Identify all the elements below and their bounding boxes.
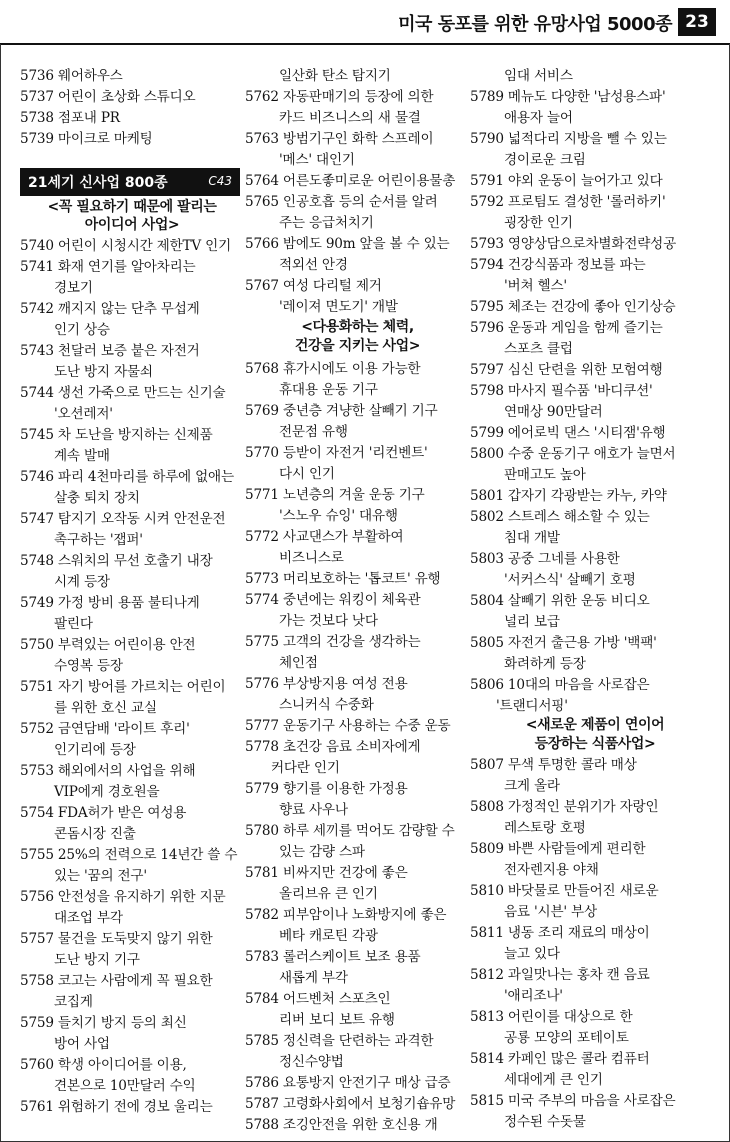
entry-continuation: 향료 사우나 [279,802,348,818]
entry-line: 5739 마이크로 마케팅 [20,131,153,147]
entry-line: 5745 차 도난을 방지하는 신제품 [20,427,213,443]
entry-line: 5775 고객의 건강을 생각하는 [245,634,421,650]
entry-continuation: 방어 사업 [54,1036,110,1052]
entry-continuation: '레이져 면도기' 개발 [279,299,398,315]
entry-line: 5807 무색 투명한 콜라 매상 [470,757,637,773]
entry-line: 5790 넓적다리 지방을 뺄 수 있는 [470,131,667,147]
page-header [0,0,730,56]
category-heading: 등장하는 식품사업> [534,736,656,752]
category-heading: <새로운 제품이 연이어 [525,717,665,733]
entry-continuation: '버쳐 헬스' [504,278,567,294]
entry-line: 5815 미국 주부의 마음을 사로잡은 [470,1093,676,1109]
entry-continuation: 스니커식 수중화 [279,697,374,713]
entry-continuation: 수영복 등장 [54,658,123,674]
entry-line: 5806 10대의 마음을 사로잡은 [470,677,650,693]
entry-continuation: 일산화 탄소 탐지기 [279,68,391,84]
entry-line: 5792 프로팀도 결성한 '롤러하키' [470,194,666,210]
entry-line: 5796 운동과 게임을 함께 즐기는 [470,320,663,336]
entry-continuation: '오션레저' [54,406,113,422]
entry-line: 5747 탐지기 오작동 시켜 안전운전 [20,511,226,527]
entry-line: 5750 부력있는 어린이용 안전 [20,637,196,653]
entry-line: 5772 사교댄스가 부활하여 [245,529,404,545]
entry-continuation: 체인점 [279,655,318,671]
entry-line: 5763 방범기구인 화학 스프레이 [245,131,434,147]
entry-continuation: 휴대용 운동 기구 [279,382,378,398]
section-banner [20,168,240,196]
entry-continuation: 가는 것보다 낫다 [279,613,378,629]
entry-line: 5804 살빼기 위한 운동 비디오 [470,593,650,609]
entry-line: 5742 깨지지 않는 단추 무섭게 [20,301,200,317]
entry-line: 5781 비싸지만 건강에 좋은 [245,865,408,881]
entry-line: 5741 화재 연기를 알아차리는 [20,259,196,275]
entry-continuation: 있는 감량 스파 [279,844,365,860]
entry-line: 5785 정신력을 단련하는 과격한 [245,1033,434,1049]
entry-continuation: 임대 서비스 [504,68,573,84]
entry-line: 5752 금연담배 '라이트 후리' [20,721,190,737]
entry-continuation: 비즈니스로 [279,550,344,566]
entry-line: 5788 조깅안전을 위한 호신용 개 [245,1117,438,1133]
entry-continuation: 도난 방지 자물쇠 [54,364,153,380]
entry-continuation: 적외선 안경 [279,257,348,273]
entry-line: 5797 심신 단련을 위한 모험여행 [470,362,663,378]
book-title: 미국 동포를 위한 유망사업 5000종 [398,14,672,35]
entry-line: 5773 머리보호하는 '톱코트' 유행 [245,571,441,587]
category-heading: <다용화하는 체력, [301,319,414,335]
entry-line: 5767 여성 다리털 제거 [245,278,382,294]
entry-line: 5798 마사지 필수품 '바디쿠션' [470,383,653,399]
entry-continuation: '트랜디서핑' [496,698,568,714]
entry-continuation: 판매고도 높아 [504,467,586,483]
entry-continuation: 다시 인기 [279,466,335,482]
entry-continuation: 널리 보급 [504,614,560,630]
entry-line: 5786 요통방지 안전기구 매상 급증 [245,1075,451,1091]
entry-line: 5791 야외 운동이 늘어가고 있다 [470,173,663,189]
entry-line: 5744 생선 가죽으로 만드는 신기술 [20,385,226,401]
entry-continuation: 굉장한 인기 [504,215,573,231]
entry-line: 5801 갑자기 각광받는 카누, 카약 [470,488,667,504]
entry-line: 5803 공중 그네를 사용한 [470,551,620,567]
entry-line: 5808 가정적인 분위기가 자랑인 [470,799,659,815]
entry-continuation: 인기 상승 [54,322,110,338]
entry-continuation: '애리조나' [504,988,563,1004]
entry-line: 5794 건강식품과 정보를 파는 [470,257,646,273]
entry-line: 5779 향기를 이용한 가정용 [245,781,408,797]
entry-line: 5813 어린이를 대상으로 한 [470,1009,633,1025]
entry-continuation: 전자렌지용 야채 [504,862,599,878]
entry-continuation: 새롭게 부각 [279,970,348,986]
entry-continuation: '메스' 대인기 [279,152,355,168]
entry-line: 5782 피부암이나 노화방지에 좋은 [245,907,447,923]
entry-line: 5778 초건강 음료 소비자에게 [245,739,421,755]
entry-continuation: 살충 퇴치 장치 [54,490,140,506]
entry-line: 5783 롤러스케이트 보조 용품 [245,949,421,965]
entry-continuation: 화려하게 등장 [504,656,586,672]
entry-line: 5737 어린이 초상화 스튜디오 [20,89,196,105]
entry-continuation: 있는 '꿈의 전구' [54,868,147,884]
entry-continuation: 주는 응급처치기 [279,215,374,231]
entry-line: 5809 바쁜 사람들에게 편리한 [470,841,646,857]
entry-continuation: '스노우 슈잉' 대유행 [279,508,398,524]
entry-continuation: 경이로운 크림 [504,152,586,168]
entry-line: 5787 고령화사회에서 보청기숍유망 [245,1096,456,1112]
entry-continuation: 경보기 [54,280,93,296]
entry-line: 5757 물건을 도둑맞지 않기 위한 [20,931,213,947]
entry-line: 5758 코고는 사람에게 꼭 필요한 [20,973,213,989]
entry-continuation: 정신수양법 [279,1054,344,1070]
entry-line: 5814 카페인 많은 콜라 컴퓨터 [470,1051,650,1067]
page-number: 23 [678,8,716,36]
entry-line: 5738 점포내 PR [20,110,120,126]
header-rule [0,43,730,45]
entry-continuation: 시계 등장 [54,574,110,590]
entry-continuation: 카드 비즈니스의 새 물결 [279,110,421,126]
entry-line: 5764 어른도좋미로운 어린이용물총 [245,173,456,189]
entry-line: 5780 하루 세끼를 먹어도 감량할 수 [245,823,455,839]
entry-continuation: 전문점 유행 [279,424,348,440]
entry-continuation: 세대에게 큰 인기 [504,1072,603,1088]
entry-line: 5748 스워치의 무선 호출기 내장 [20,553,213,569]
entry-line: 5756 안전성을 유지하기 위한 지문 [20,889,226,905]
category-heading: <꼭 필요하기 때문에 팔리는 [47,199,217,215]
entry-line: 5766 밤에도 90m 앞을 볼 수 있는 [245,236,450,252]
entry-line: 5760 학생 아이디어를 이용, [20,1057,187,1073]
entry-line: 5784 어드벤처 스포츠인 [245,991,391,1007]
entry-continuation: 음료 '시븐' 부상 [504,904,597,920]
entry-continuation: 스포츠 클럽 [504,341,573,357]
entry-continuation: 도난 방지 기구 [54,952,140,968]
entry-line: 5765 인공호흡 등의 순서를 알려 [245,194,438,210]
entry-line: 5776 부상방지용 여성 전용 [245,676,408,692]
entry-continuation: 연매상 90만달러 [504,404,603,420]
entry-continuation: 코집게 [54,994,93,1010]
entry-line: 5746 파리 4천마리를 하루에 없애는 [20,469,234,485]
entry-line: 5769 중년층 겨냥한 살빼기 기구 [245,403,438,419]
entry-line: 5754 FDA허가 받은 여성용 [20,805,187,821]
entry-continuation: 커다란 인기 [271,760,340,776]
entry-line: 5774 중년에는 워킹이 체육관 [245,592,421,608]
entry-continuation: 를 위한 호신 교실 [54,700,157,716]
entry-continuation: VIP에게 경호원을 [54,784,160,800]
entry-continuation: 촉구하는 '잽퍼' [54,532,143,548]
entry-continuation: 계속 발매 [54,448,110,464]
entry-continuation: 대조업 부각 [54,910,123,926]
entry-line: 5811 냉동 조리 재료의 매상이 [470,925,650,941]
entry-line: 5743 천달러 보증 붙은 자전거 [20,343,200,359]
entry-line: 5751 자기 방어를 가르치는 어린이 [20,679,226,695]
entry-continuation: 애용자 늘어 [504,110,573,126]
entry-line: 5736 웨어하우스 [20,68,123,84]
category-heading: 아이디어 사업> [84,217,180,233]
entry-line: 5753 해외에서의 사업을 위해 [20,763,196,779]
entry-line: 5759 들치기 방지 등의 최신 [20,1015,187,1031]
entry-line: 5777 운동기구 사용하는 수중 운동 [245,718,451,734]
entry-line: 5749 가정 방비 용품 불티나게 [20,595,200,611]
entry-line: 5762 자동판매기의 등장에 의한 [245,89,434,105]
entry-line: 5795 체조는 건강에 좋아 인기상승 [470,299,676,315]
section-title: 21세기 신사업 800종 [28,175,168,191]
entry-continuation: 견본으로 10만달러 수익 [54,1078,196,1094]
entry-continuation: 인기리에 등장 [54,742,136,758]
entry-line: 5802 스트레스 해소할 수 있는 [470,509,650,525]
category-heading: 건강을 지키는 사업> [294,338,421,354]
entry-line: 5799 에어로빅 댄스 '시티잼'유행 [470,425,666,441]
entry-continuation: 늘고 있다 [504,946,560,962]
entry-line: 5770 등받이 자전거 '리컨벤트' [245,445,428,461]
entry-continuation: 공룡 모양의 포테이토 [504,1030,629,1046]
entry-line: 5800 수중 운동기구 애호가 늘면서 [470,446,676,462]
entry-continuation: 레스토랑 호평 [504,820,586,836]
entry-line: 5771 노년층의 겨울 운동 기구 [245,487,425,503]
entry-line: 5810 바닷물로 만들어진 새로운 [470,883,659,899]
entry-continuation: 크게 올라 [504,778,560,794]
entry-line: 5805 자전거 출근용 가방 '백팩' [470,635,657,651]
entry-continuation: 콘돔시장 진출 [54,826,136,842]
entry-continuation: '서커스식' 살빼기 호평 [504,572,636,588]
entry-continuation: 팔린다 [54,616,93,632]
entry-continuation: 리버 보디 보트 유행 [279,1012,395,1028]
entry-line: 5789 메뉴도 다양한 '남성용스파' [470,89,666,105]
entry-continuation: 올리브유 큰 인기 [279,886,378,902]
entry-line: 5793 영양상담으로차별화전략성공 [470,236,677,252]
entry-continuation: 침대 개발 [504,530,560,546]
entry-continuation: 정수된 수돗물 [504,1114,586,1130]
section-code: C43 [208,174,232,188]
entry-line: 5755 25%의 전력으로 14년간 쓸 수 [20,847,238,863]
entry-line: 5812 과일맛나는 홍차 캔 음료 [470,967,650,983]
entry-line: 5768 휴가시에도 이용 가능한 [245,361,421,377]
entry-continuation: 베타 캐로틴 각광 [279,928,378,944]
entry-line: 5740 어린이 시청시간 제한TV 인기 [20,238,232,254]
entry-line: 5761 위험하기 전에 경보 울리는 [20,1099,213,1115]
